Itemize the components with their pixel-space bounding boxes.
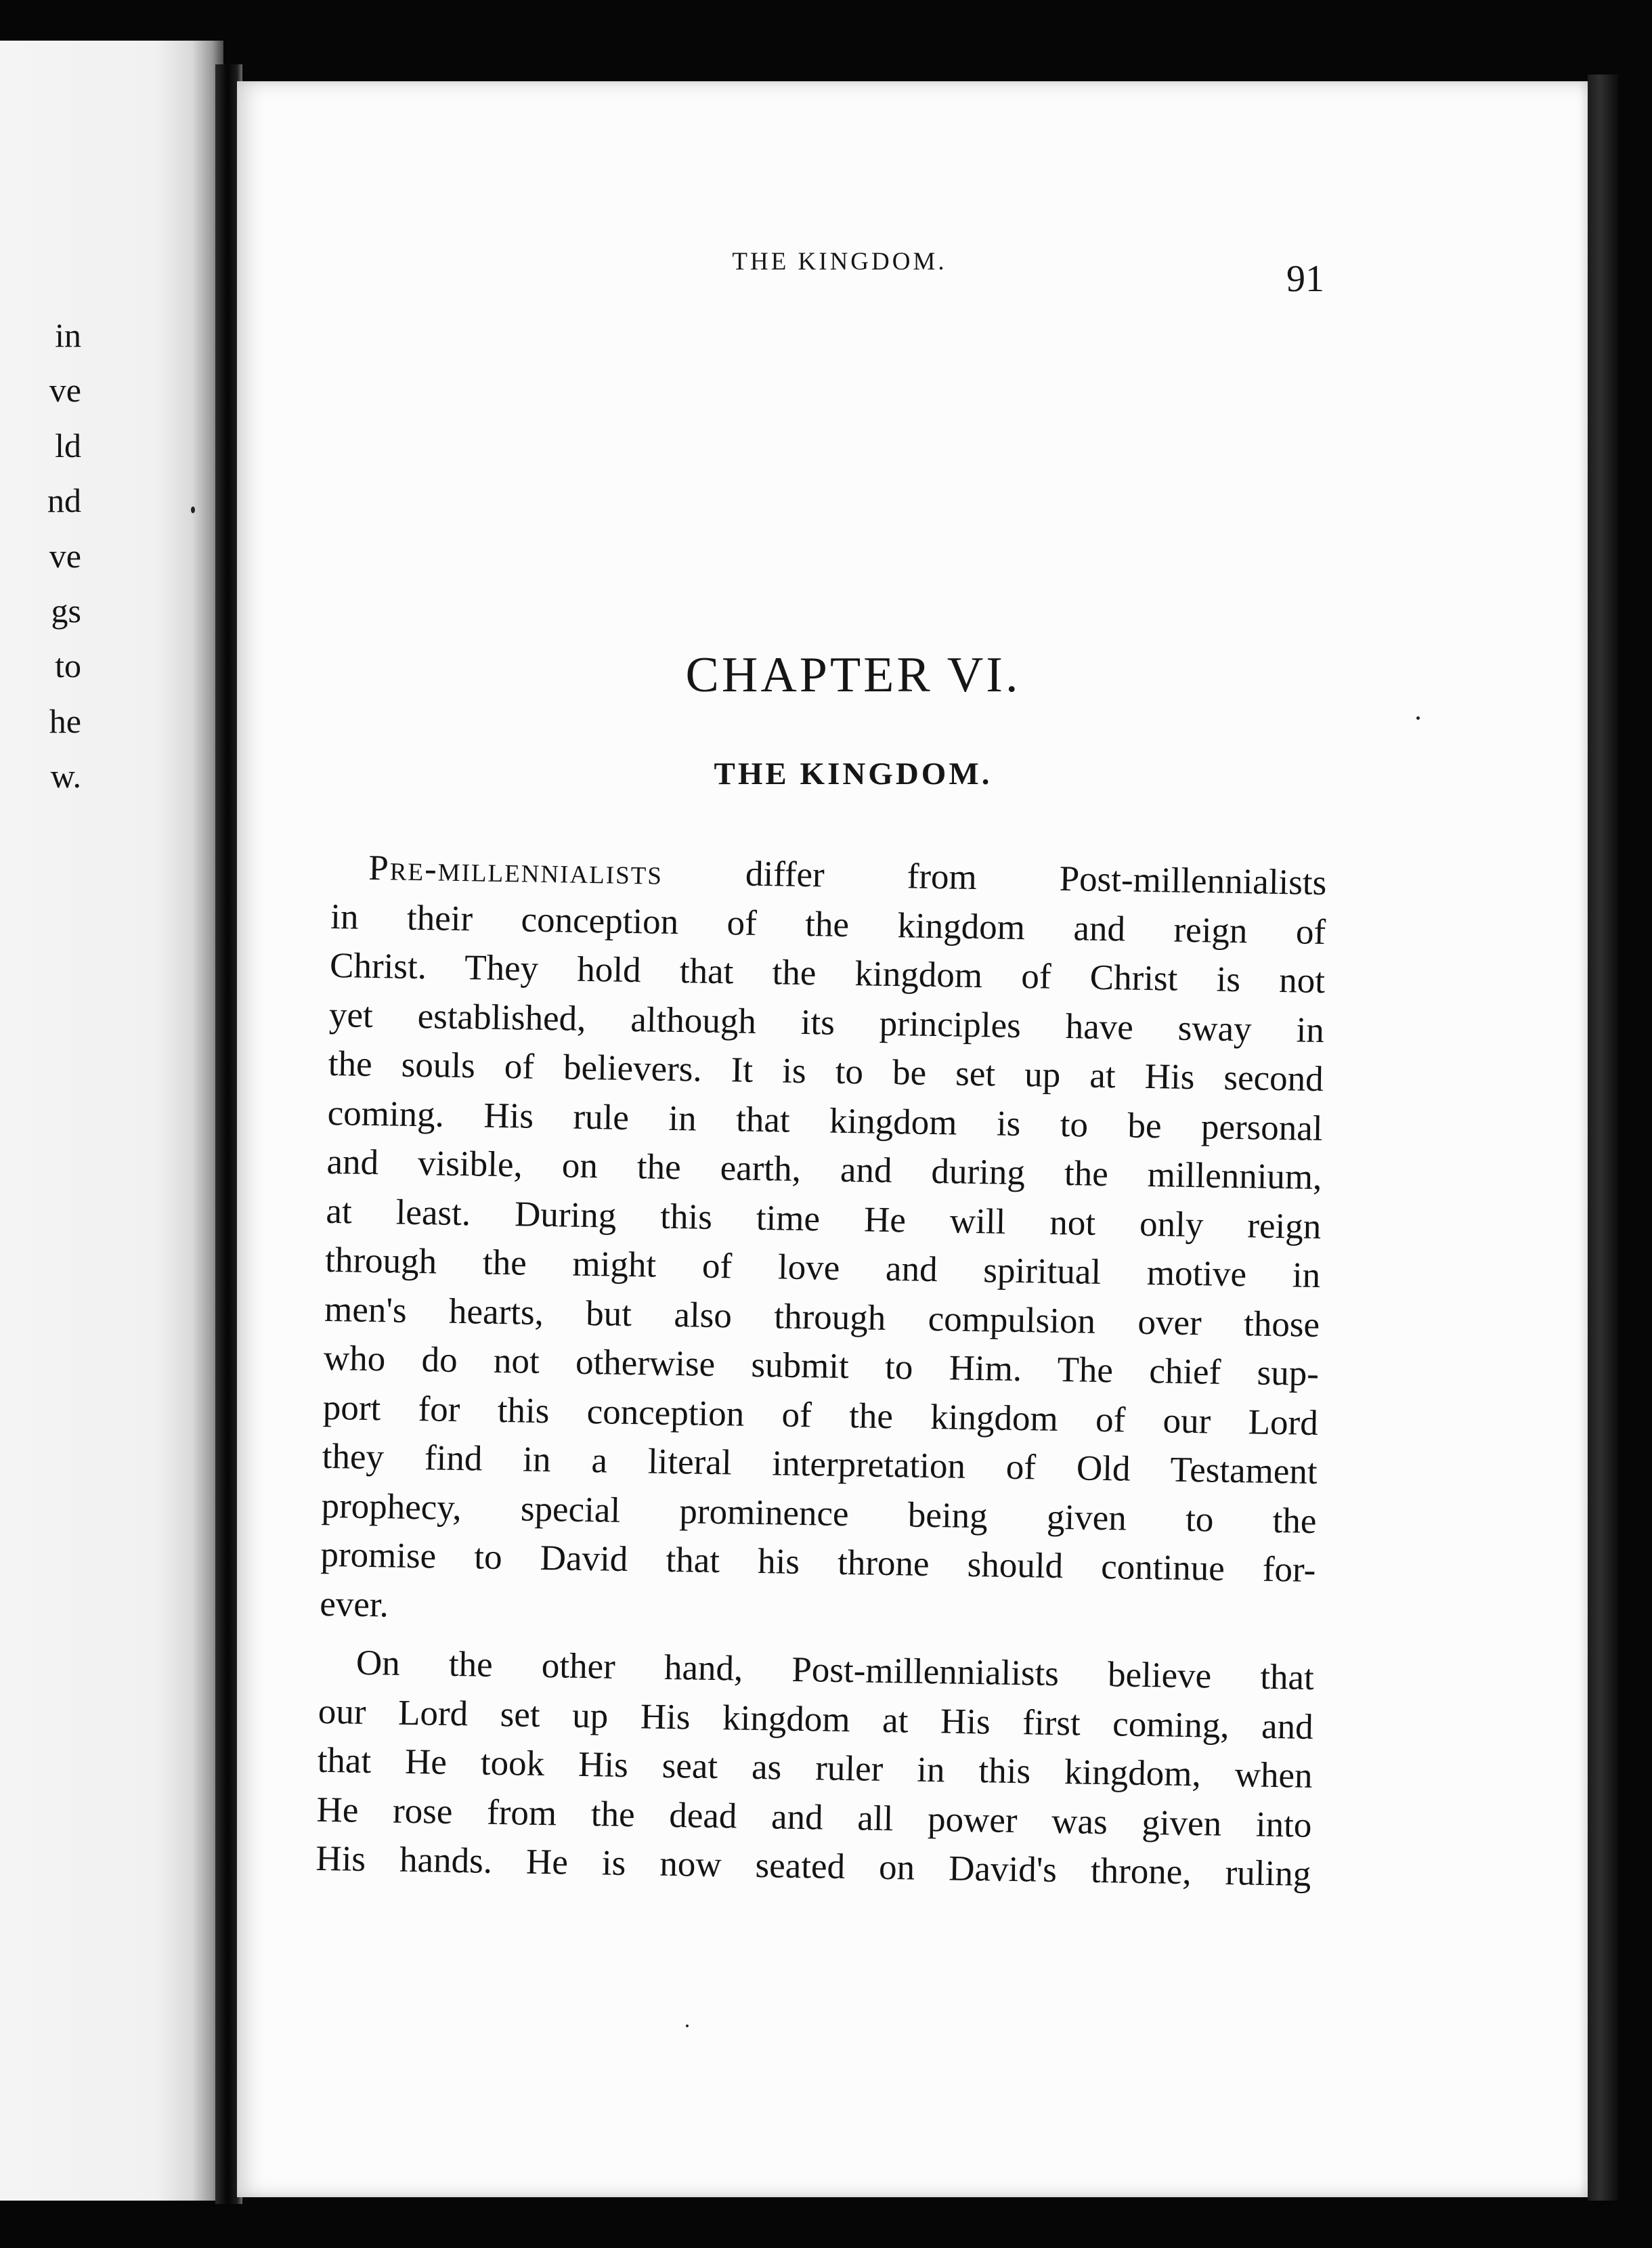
- text-line: through the might of love and spiritual motive in: [324, 1240, 1321, 1296]
- scan-speck: [191, 506, 195, 513]
- running-head: THE KINGDOM.: [732, 248, 947, 276]
- left-fragment: in: [55, 316, 81, 354]
- scan-speck: [686, 2025, 689, 2027]
- scan-speck: [1416, 716, 1420, 720]
- left-fragment: w.: [50, 757, 81, 796]
- paragraph-2: [316, 1638, 1315, 1899]
- chapter-subtitle: THE KINGDOM.: [714, 756, 993, 792]
- text-line: port for this conception of the kingdom of our Lord: [322, 1387, 1319, 1443]
- text-line: Christ. They hold that the kingdom of Christ is not: [329, 945, 1326, 1001]
- text-line: who do not otherwise submit to Him. The chief sup-: [323, 1338, 1320, 1393]
- left-fragment: to: [55, 647, 81, 685]
- text-line: men's hearts, but also through compulsion over those: [324, 1289, 1320, 1345]
- body-text: [316, 843, 1327, 1899]
- text-line: in their conception of the kingdom and reign of: [330, 896, 1326, 952]
- text-line: His hands. He is now seated on David's throne, ruling: [315, 1838, 1311, 1894]
- left-fragment: nd: [47, 481, 81, 520]
- text-line: yet established, although its principles have sway in: [328, 995, 1325, 1050]
- text-line: ever.: [319, 1584, 389, 1624]
- text-line: they find in a literal interpretation of Old Testament: [322, 1436, 1318, 1492]
- text-line: coming. His rule in that kingdom is to be personal: [327, 1093, 1324, 1148]
- text-line: the souls of believers. It is to be set up at His second: [328, 1043, 1324, 1100]
- left-fragment: gs: [51, 592, 81, 630]
- left-fragment: ld: [55, 426, 81, 464]
- left-fragment: ve: [49, 536, 81, 575]
- paragraph-1: [320, 843, 1327, 1644]
- text-line: at least. During this time He will not only reign: [326, 1191, 1322, 1247]
- text-line: and visible, on the earth, and during the millennium,: [326, 1142, 1322, 1198]
- text-line: promise to David that his throne should continue for-: [320, 1534, 1316, 1590]
- text-line: On the other hand, Post-millennialists believe that: [355, 1643, 1315, 1698]
- text-line: prophecy, special prominence being given to the: [321, 1486, 1317, 1541]
- chapter-title: CHAPTER VI.: [685, 647, 1021, 703]
- left-fragment: ve: [49, 371, 81, 410]
- page-edge-shadow: [1588, 74, 1618, 2201]
- text-line: that He took His seat as ruler in this kingdom, when: [317, 1740, 1313, 1796]
- text-line-rest: differ from Post-millennialists: [662, 852, 1327, 903]
- text-line: our Lord set up His kingdom at His first coming, and: [318, 1691, 1314, 1747]
- left-page-text-fragments: [0, 308, 81, 804]
- paragraph-lead-word: Pre-millennialists: [368, 848, 664, 892]
- text-line: He rose from the dead and all power was given into: [316, 1790, 1312, 1845]
- left-fragment: he: [49, 701, 81, 740]
- page-number: 91: [1286, 258, 1324, 300]
